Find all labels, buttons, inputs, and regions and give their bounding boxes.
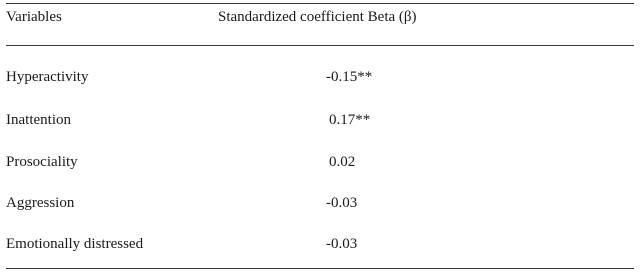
row-beta-prosociality: 0.02	[329, 154, 356, 170]
row-beta-hyperactivity: -0.15**	[326, 69, 373, 85]
table-header-rule	[6, 45, 634, 46]
column-header-variables: Variables	[6, 9, 62, 25]
row-variable-aggression: Aggression	[6, 195, 75, 211]
row-beta-inattention: 0.17**	[329, 112, 371, 128]
table-top-rule	[6, 3, 634, 4]
column-header-coefficient: Standardized coefficient Beta (β)	[218, 9, 417, 25]
row-beta-emotionally-distressed: -0.03	[326, 236, 358, 252]
row-variable-emotionally-distressed: Emotionally distressed	[6, 236, 144, 252]
row-beta-aggression: -0.03	[326, 195, 358, 211]
row-variable-inattention: Inattention	[6, 112, 71, 128]
row-variable-hyperactivity: Hyperactivity	[6, 69, 89, 85]
row-variable-prosociality: Prosociality	[6, 154, 78, 170]
table-bottom-rule	[6, 268, 634, 269]
